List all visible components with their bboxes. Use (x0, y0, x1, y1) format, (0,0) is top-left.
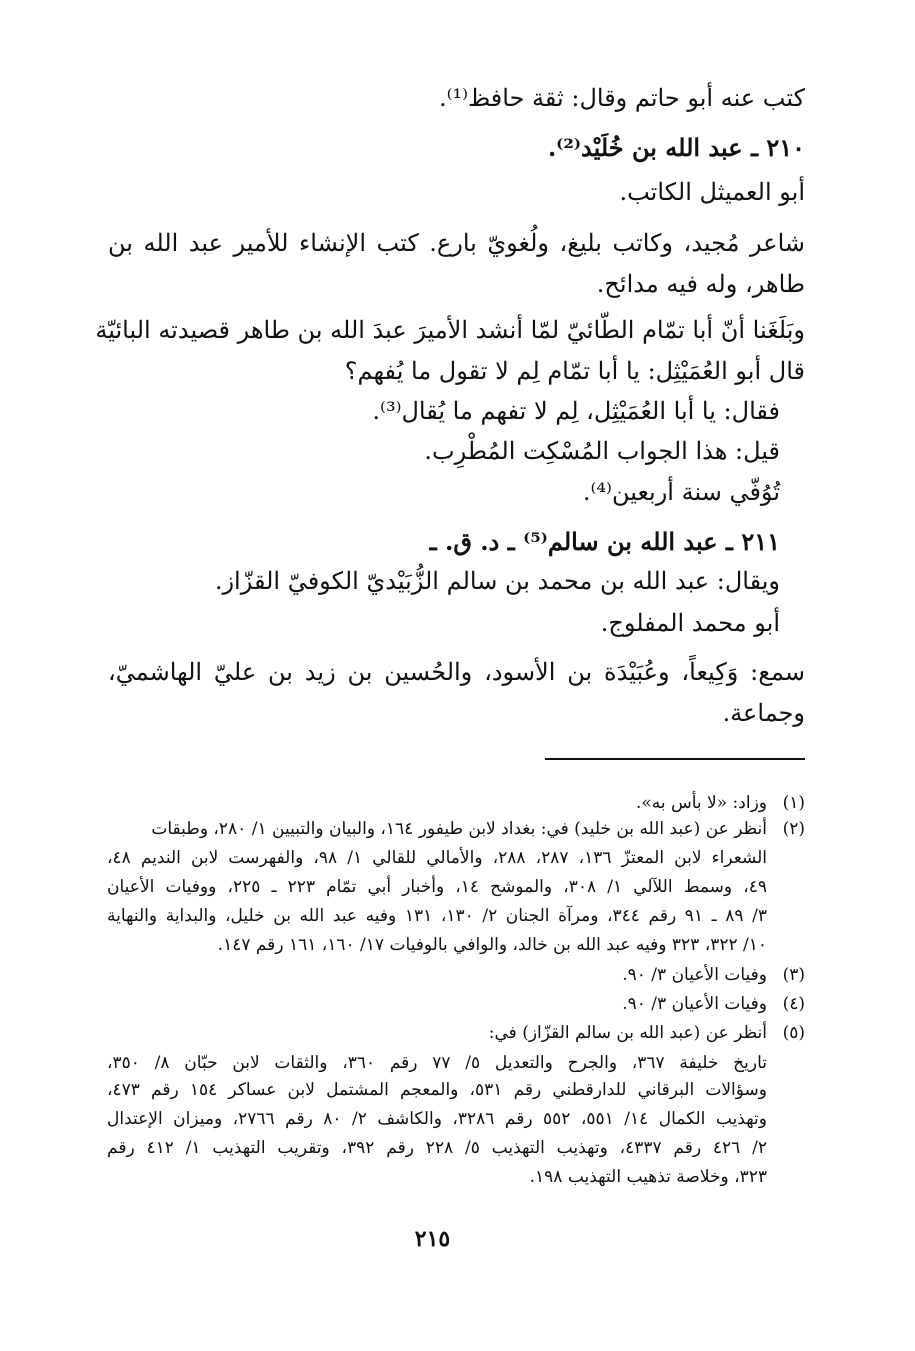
footnote-separator (545, 758, 805, 760)
text-line: قيل: هذا الجواب المُسْكِت المُطْرِب. (424, 437, 780, 465)
footnote-line: ٣/ ٨٩ ـ ٩١ رقم ٣٤٤، ومرآة الجنان ٢/ ١٣٠، ١٣١ وفيه عبد الله بن خليل، والبداية والنهاية (107, 906, 768, 926)
entry-heading-210: ٢١٠ ـ عبد الله بن خُلَيْد⁽²⁾. (547, 133, 805, 162)
text-line: قال أبو العُمَيْثِل: يا أبا تمّام لِم لا تقول ما يُفهم؟ (344, 357, 805, 385)
footnote-number: (٣) (782, 965, 805, 985)
footnote-number: (٤) (782, 994, 805, 1014)
footnote-line: وسؤالات البرقاني للدارقطني رقم ٥٣١، والمعجم المشتمل لابن عساكر ١٥٤ رقم ٤٧٣، (107, 1080, 768, 1100)
footnote-text: أنظر عن (عبد الله بن سالم القزّاز) في: (488, 1023, 767, 1043)
text-line: أبو محمد المفلوج. (600, 609, 780, 637)
footnote-line: ٣٢٣، وخلاصة تذهيب التهذيب ١٩٨. (529, 1167, 767, 1187)
text-line: شاعر مُجيد، وكاتب بليغ، ولُغويّ بارع. كتب الإنشاء للأمير عبد الله بن (108, 229, 805, 257)
text-line: أبو العميثل الكاتب. (619, 178, 805, 206)
text-line: تُوُفّي سنة أربعين⁽⁴⁾. (582, 478, 780, 506)
text-line: فقال: يا أبا العُمَيْثِل، لِم لا تفهم ما يُقال⁽³⁾. (372, 397, 780, 425)
footnote-text: أنظر عن (عبد الله بن خليد) في: بغداد لابن طيفور ١٦٤، والبيان والتبيين ١/ ٢٨٠، وطبقات (151, 819, 767, 839)
footnote-line: الشعراء لابن المعتزّ ١٣٦، ٢٨٧، ٢٨٨، والأمالي للقالي ١/ ٩٨، والفهرست لابن النديم ٤٨، (107, 848, 768, 868)
footnote-text: وفيات الأعيان ٣/ ٩٠. (622, 994, 767, 1014)
text-line: كتب عنه أبو حاتم وقال: ثقة حافظ⁽¹⁾. (438, 84, 805, 112)
footnote-number: (٢) (782, 819, 805, 839)
footnote-1 (108, 790, 805, 817)
footnote-number: (٥) (782, 1023, 805, 1043)
page-number: ٢١٥ (414, 1226, 451, 1252)
footnote-line: تاريخ خليفة ٣٦٧، والجرح والتعديل ٥/ ٧٧ رقم ٣٦٠، والثقات لابن حبّان ٨/ ٣٥٠، (107, 1053, 767, 1073)
footnote-text: وزاد: «لا بأس به». (635, 793, 767, 813)
footnote-line: ١٠/ ٣٢٢، ٣٢٣ وفيه عبد الله بن خالد، والوافي بالوفيات ١٧/ ١٦٠، ١٦١ رقم ١٤٧. (217, 935, 767, 955)
entry-heading-211: ٢١١ ـ عبد الله بن سالم⁽⁵⁾ ـ د. ق. ـ (429, 527, 780, 556)
text-line: وجماعة. (722, 699, 805, 727)
text-line: طاهر، وله فيه مدائح. (596, 270, 805, 298)
footnote-line: ٤٩، وسمط اللآلي ١/ ٣٠٨، والموشح ١٤، وأخبار أبي تمّام ٢٢٣ ـ ٢٢٥، ووفيات الأعيان (107, 877, 767, 897)
footnote-4 (108, 991, 805, 1018)
text-line: سمع: وَكِيعاً، وعُبَيْدَة بن الأسود، والحُسين بن زيد بن عليّ الهاشميّ، (108, 658, 805, 686)
footnote-3 (108, 962, 805, 989)
text-line: ويقال: عبد الله بن محمد بن سالم الزُّبَيْديّ الكوفيّ القزّاز. (214, 567, 780, 595)
footnote-line: وتهذيب الكمال ١٤/ ٥٥١، ٥٥٢ رقم ٣٢٨٦، والكاشف ٢/ ٨٠ رقم ٢٧٦٦، وميزان الإعتدال (107, 1109, 767, 1129)
text-line: وبَلَغَنا أنّ أبا تمّام الطّائيّ لمّا أنشد الأميرَ عبدَ الله بن طاهر قصيدته البائيّة (95, 316, 805, 344)
footnote-number: (١) (782, 793, 805, 813)
footnote-5 (108, 1020, 805, 1047)
footnote-2 (108, 816, 805, 843)
footnote-text: وفيات الأعيان ٣/ ٩٠. (622, 965, 767, 985)
footnote-line: ٢/ ٤٢٦ رقم ٤٣٣٧، وتهذيب التهذيب ٥/ ٢٢٨ رقم ٣٩٢، وتقريب التهذيب ١/ ٤١٢ رقم (107, 1138, 767, 1158)
